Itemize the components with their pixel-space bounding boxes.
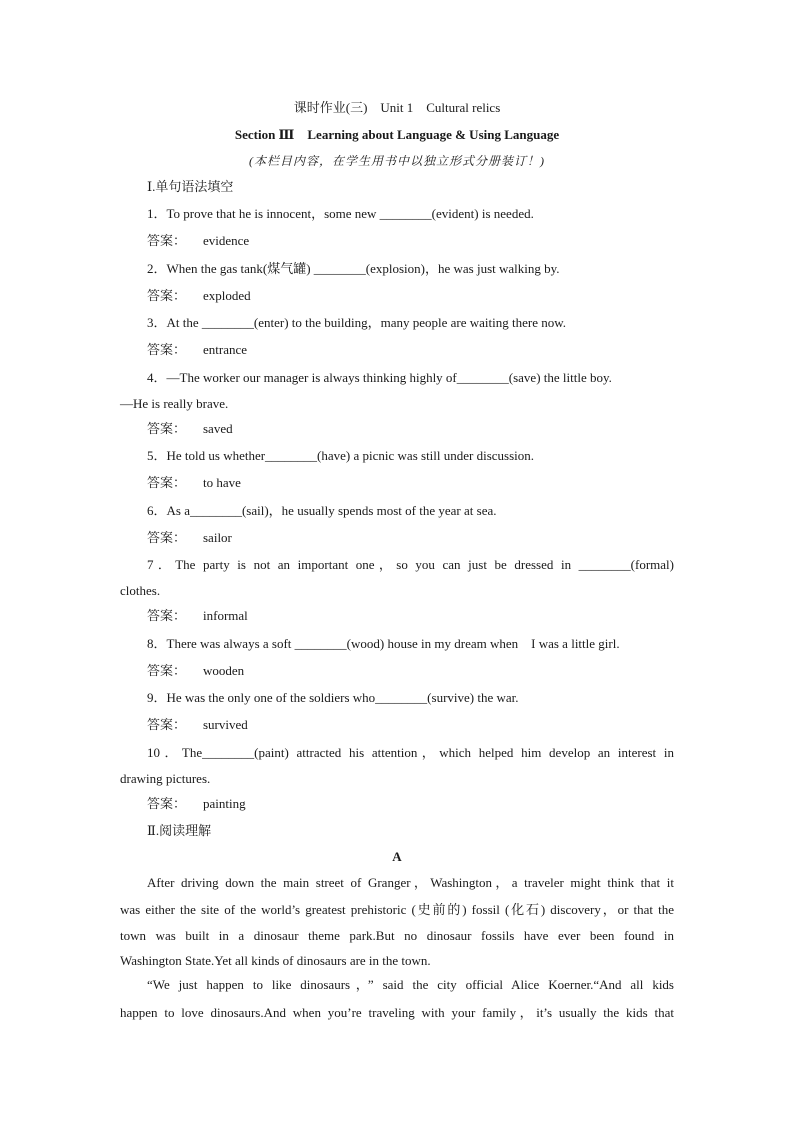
question-5: 5．He told us whether________(have) a picnic was still under discussion. xyxy=(147,448,535,463)
answer-label: 答案： xyxy=(147,663,187,678)
answer-5 xyxy=(147,475,701,491)
question-3: 3．At the ________(enter) to the building，many people are waiting there now. xyxy=(147,315,567,330)
answer-label: 答案： xyxy=(147,233,187,248)
part1-heading: Ⅰ.单句语法填空 xyxy=(147,179,234,194)
question-10-cont: drawing pictures. xyxy=(120,771,211,786)
answer-text: sailor xyxy=(203,530,232,545)
question-9: 9．He was the only one of the soldiers who________(survive) the war. xyxy=(147,690,519,705)
question-7-cont: clothes. xyxy=(120,583,161,598)
passage-line: was either the site of the world’s greatest prehistoric (史前的) fossil (化石) discovery，or that the xyxy=(120,902,674,917)
answer-text: saved xyxy=(203,421,233,436)
passage-line: After driving down the main street of Granger，Washington，a traveler might think that it xyxy=(147,875,674,890)
answer-2 xyxy=(147,288,701,304)
answer-text: survived xyxy=(203,717,248,732)
answer-text: to have xyxy=(203,475,241,490)
passage-line: town was built in a dinosaur theme park.But no dinosaur fossils have ever been found in xyxy=(120,928,674,943)
question-4-cont: —He is really brave. xyxy=(120,396,229,411)
answer-text: painting xyxy=(203,796,246,811)
worksheet-title: 课时作业(三) Unit 1 Cultural relics xyxy=(293,100,501,115)
answer-10 xyxy=(147,796,701,812)
answer-8 xyxy=(147,663,701,679)
passage-line: happen to love dinosaurs.And when you’re traveling with your family，it’s usually the kids that xyxy=(120,1005,674,1020)
answer-9 xyxy=(147,717,701,733)
answer-7 xyxy=(147,608,701,624)
passage-line: Washington State.Yet all kinds of dinosaurs are in the town. xyxy=(120,953,431,968)
passage-label: A xyxy=(392,849,402,864)
answer-3 xyxy=(147,342,701,358)
question-8: 8．There was always a soft ________(wood) house in my dream when I was a little girl. xyxy=(147,636,620,651)
part2-heading: Ⅱ.阅读理解 xyxy=(147,823,212,838)
answer-label: 答案： xyxy=(147,530,187,545)
answer-label: 答案： xyxy=(147,608,187,623)
answer-label: 答案： xyxy=(147,796,187,811)
answer-4 xyxy=(147,421,701,437)
question-6: 6．As a________(sail)，he usually spends most of the year at sea. xyxy=(147,503,497,518)
answer-text: informal xyxy=(203,608,248,623)
answer-text: exploded xyxy=(203,288,251,303)
answer-text: wooden xyxy=(203,663,245,678)
question-4: 4．—The worker our manager is always thinking highly of________(save) the little boy. xyxy=(147,370,612,385)
passage-line: “We just happen to like dinosaurs，” said the city official Alice Koerner.“And all kids xyxy=(147,977,674,992)
question-1: 1．To prove that he is innocent，some new ________(evident) is needed. xyxy=(147,206,534,221)
binding-note: (本栏目内容，在学生用书中以独立形式分册装订！) xyxy=(249,154,545,168)
answer-label: 答案： xyxy=(147,475,187,490)
question-10: 10．The________(paint) attracted his attention，which helped him develop an interest in xyxy=(147,745,674,760)
answer-label: 答案： xyxy=(147,717,187,732)
answer-1 xyxy=(147,233,701,249)
answer-label: 答案： xyxy=(147,288,187,303)
question-7: 7．The party is not an important one，so you can just be dressed in ________(formal) xyxy=(147,557,674,572)
section-title: Section Ⅲ Learning about Language & Using Language xyxy=(234,127,560,142)
answer-text: evidence xyxy=(203,233,250,248)
answer-6 xyxy=(147,530,701,546)
question-2: 2．When the gas tank(煤气罐) ________(explosion)，he was just walking by. xyxy=(147,261,560,276)
answer-label: 答案： xyxy=(147,342,187,357)
answer-text: entrance xyxy=(203,342,248,357)
answer-label: 答案： xyxy=(147,421,187,436)
